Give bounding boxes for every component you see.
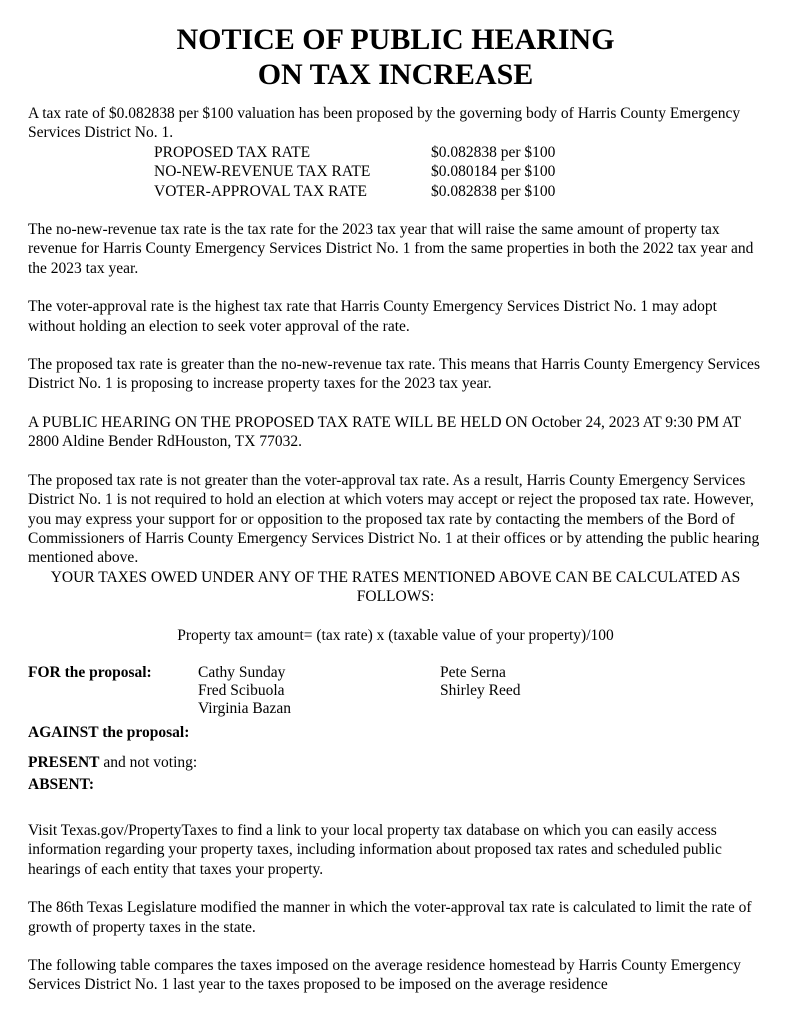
public-hearing-paragraph: A PUBLIC HEARING ON THE PROPOSED TAX RATE WILL BE HELD ON October 24, 2023 AT 9:30 PM AT 2800 Aldine Bender RdHouston, TX 77032.	[28, 413, 741, 451]
table-intro-paragraph: The following table compares the taxes imposed on the average residence homestead by Harris County Emergency Services District No. 1 last year to the taxes proposed to be imposed on the average residence	[28, 956, 741, 994]
rate-label: NO-NEW-REVENUE TAX RATE	[154, 163, 371, 181]
voter-name: Virginia Bazan	[198, 699, 292, 717]
vote-record-for	[28, 664, 763, 718]
intro-paragraph: A tax rate of $0.082838 per $100 valuation has been proposed by the governing body of Harris County Emergency Services District No. 1.	[28, 105, 741, 142]
tax-formula: Property tax amount= (tax rate) x (taxable value of your property)/100	[177, 626, 614, 644]
not-greater-paragraph: The proposed tax rate is not greater than the voter-approval tax rate. As a result, Harris County Emergency Services District No. 1 is not required to hold an election at which voters may accept or reject the proposed tax rate. However, you may express your support for or opposition to the proposed tax rate by contacting the members of the Bord of Commissioners of Harris County Emergency Services District No. 1 at their offices or by attending the public hearing mentioned above.	[28, 471, 760, 567]
voter-name: Fred Scibuola	[198, 681, 285, 699]
voter-name: Pete Serna	[440, 663, 506, 681]
present-line	[28, 754, 763, 772]
rate-value: $0.082838 per $100	[431, 182, 556, 200]
for-voters-column-2	[440, 664, 640, 718]
absent-label: ABSENT:	[28, 775, 95, 793]
present-label: PRESENT	[28, 753, 100, 771]
for-voters-column-1	[198, 664, 440, 718]
against-label: AGAINST the proposal:	[28, 723, 190, 741]
rate-row-no-new-revenue	[154, 162, 763, 181]
notice-title	[28, 22, 763, 92]
visit-paragraph: Visit Texas.gov/PropertyTaxes to find a link to your local property tax database on which you can easily access information regarding your property taxes, including information about proposed tax rates and scheduled public hearings of each entity that taxes your property.	[28, 821, 722, 878]
calculation-heading: YOUR TAXES OWED UNDER ANY OF THE RATES MENTIONED ABOVE CAN BE CALCULATED AS FOLLOWS:	[50, 568, 741, 606]
legislature-paragraph: The 86th Texas Legislature modified the manner in which the voter-approval tax rate is calculated to limit the rate of growth of property taxes in the state.	[28, 899, 752, 936]
rate-value: $0.080184 per $100	[431, 163, 556, 181]
voter-name: Shirley Reed	[440, 681, 521, 699]
present-suffix: and not voting:	[99, 753, 198, 771]
greater-rate-paragraph: The proposed tax rate is greater than the no-new-revenue tax rate. This means that Harris County Emergency Services District No. 1 is proposing to increase property taxes for the 2023 tax year.	[28, 356, 760, 393]
for-label: FOR the proposal:	[28, 663, 152, 681]
rate-value: $0.082838 per $100	[431, 143, 556, 161]
rate-row-proposed	[154, 143, 763, 162]
rate-row-voter-approval	[154, 182, 763, 201]
rates-table	[154, 143, 763, 201]
rate-label: PROPOSED TAX RATE	[154, 143, 311, 161]
voter-approval-paragraph: The voter-approval rate is the highest tax rate that Harris County Emergency Services District No. 1 may adopt without holding an election to seek voter approval of the rate.	[28, 298, 717, 335]
rate-label: VOTER-APPROVAL TAX RATE	[154, 182, 367, 200]
title-line-1: NOTICE OF PUBLIC HEARING	[176, 23, 615, 56]
title-line-2: ON TAX INCREASE	[257, 58, 534, 91]
voter-name: Cathy Sunday	[198, 663, 286, 681]
no-new-revenue-paragraph: The no-new-revenue tax rate is the tax rate for the 2023 tax year that will raise the same amount of property tax revenue for Harris County Emergency Services District No. 1 from the same properties in both the 2022 tax year and the 2023 tax year.	[28, 221, 754, 277]
notice-document	[28, 22, 763, 995]
